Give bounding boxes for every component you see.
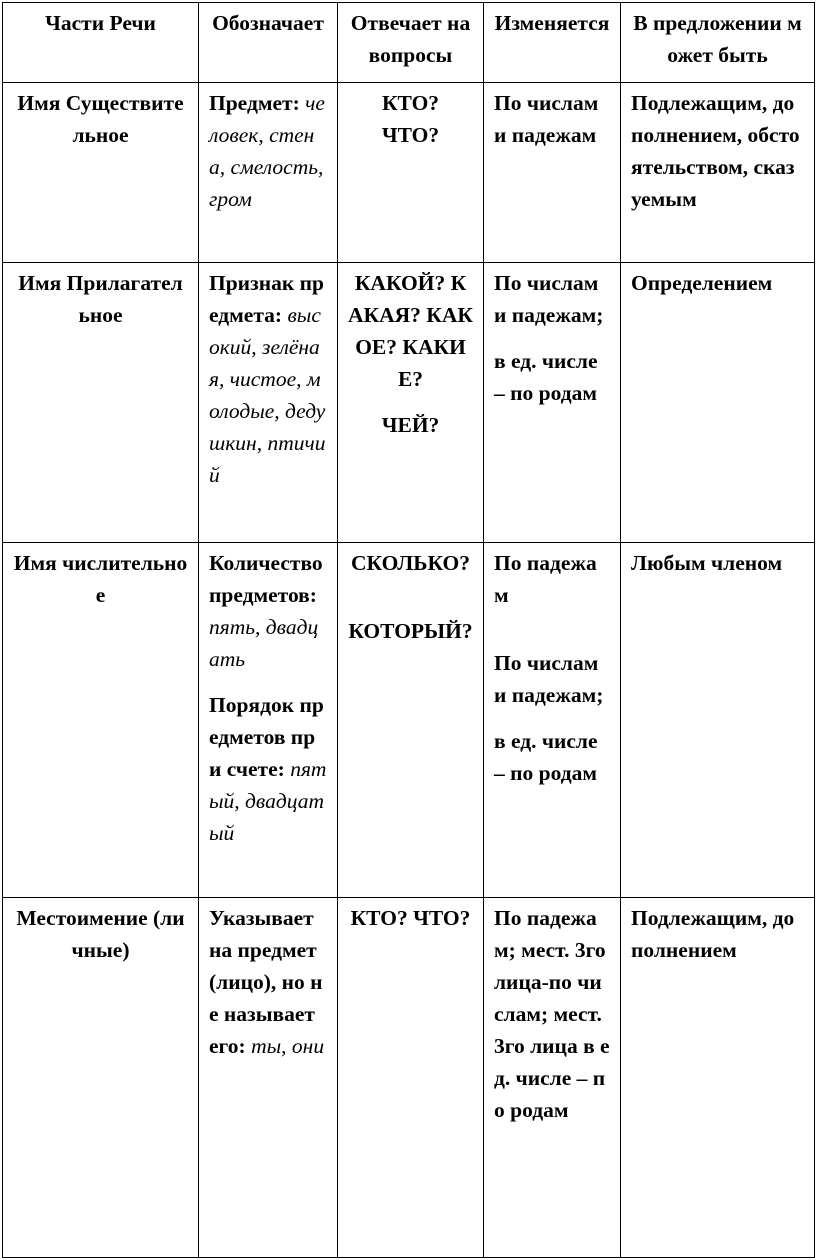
changes-cell [484,83,621,263]
questions-cell [338,263,484,543]
header-cell-changes: Изменяется [484,3,621,83]
table-row [3,83,815,263]
changes-text: По числам и падежам; [494,271,604,327]
meaning-label: Количество предметов: [209,551,323,607]
role-cell: Подлежащим, дополнением [621,898,815,1258]
meaning-cell [199,543,338,898]
question-text: СКОЛЬКО? [351,551,470,575]
header-cell-part: Части Речи [3,3,199,83]
meaning-label: Порядок предметов при счете: [209,693,324,781]
changes-text: в ед. числе – по родам [494,729,598,785]
meaning-examples: высокий, зелёная, чистое, молодые, дедушкин, птичий [209,303,326,487]
changes-cell [484,263,621,543]
part-cell: Имя числительное [3,543,199,898]
header-row [3,3,815,83]
meaning-examples: человек, стена, смелость, гром [209,91,325,211]
meaning-label: Предмет: [209,91,300,115]
parts-of-speech-table [2,2,815,1258]
questions-cell [338,83,484,263]
header-cell-meaning: Обозначает [199,3,338,83]
part-cell: Местоимение (личные) [3,898,199,1258]
changes-cell [484,898,621,1258]
meaning-examples: ты, они [251,1034,325,1058]
question-text: КТО? [381,91,440,115]
changes-text: По падежам; мест. 3го лица-по числам; мест. 3го лица в ед. числе – по родам [494,906,610,1122]
part-cell: Имя Существительное [3,83,199,263]
header-cell-questions: Отвечает на вопросы [338,3,484,83]
meaning-cell [199,898,338,1258]
questions-cell [338,543,484,898]
questions-cell [338,898,484,1258]
question-text: ЧТО? [381,123,440,147]
changes-text: По числам и падежам; [494,651,604,707]
meaning-label: Указывает на предмет (лицо), но не называет его: [209,906,323,1058]
role-cell: Подлежащим, дополнением, обстоятельством, сказуемым [621,83,815,263]
question-text: КАКОЙ? КАКАЯ? КАКОЕ? КАКИЕ? [348,271,474,391]
question-text: КОТОРЫЙ? [348,619,473,643]
table-row [3,263,815,543]
table-row [3,898,815,1258]
meaning-label: Признак предмета: [209,271,324,327]
part-cell: Имя Прилагательное [3,263,199,543]
header-cell-role: В предложении может быть [621,3,815,83]
changes-text: По падежам [494,551,597,607]
changes-text: По числам и падежам [494,91,599,147]
meaning-examples: пять, двадцать [209,615,319,671]
changes-text: в ед. числе – по родам [494,349,598,405]
question-text: ЧЕЙ? [381,413,440,437]
role-cell: Определением [621,263,815,543]
meaning-examples: пятый, двадцатый [209,757,327,845]
role-cell: Любым членом [621,543,815,898]
meaning-cell [199,263,338,543]
question-text: КТО? ЧТО? [350,906,471,930]
table-row [3,543,815,898]
changes-cell [484,543,621,898]
meaning-cell [199,83,338,263]
